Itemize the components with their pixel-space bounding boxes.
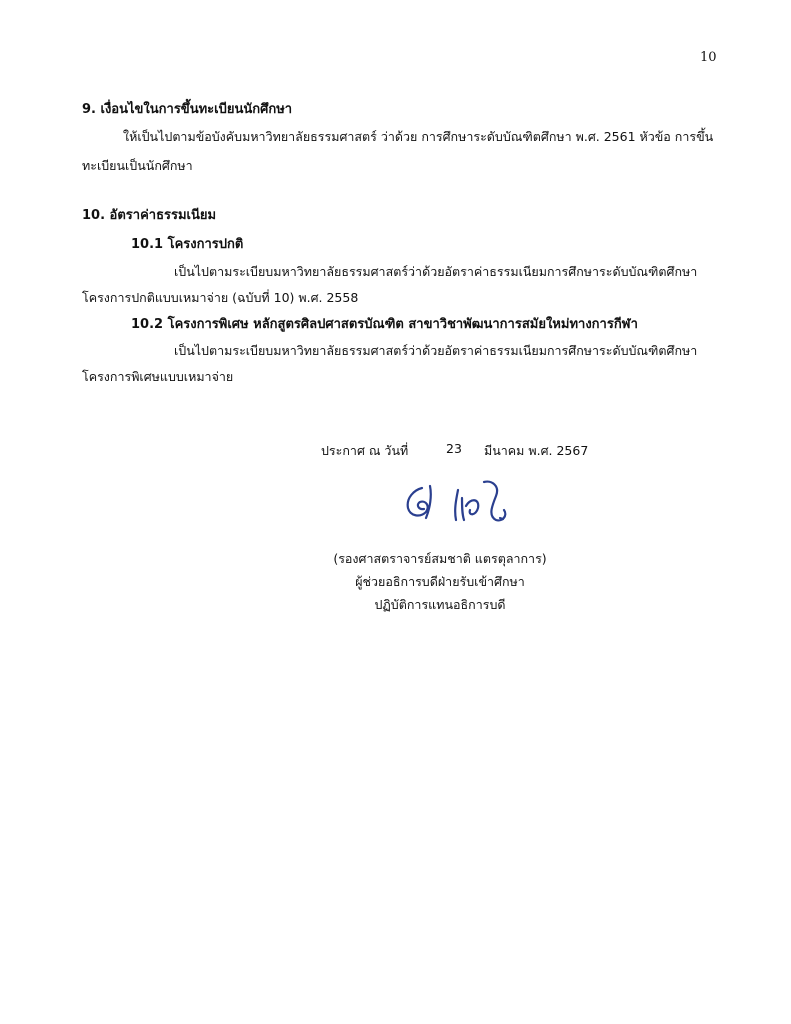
section-10-1-heading: 10.1 โครงการปกติ: [131, 237, 244, 252]
signature-strokes: [408, 482, 506, 521]
section-9-heading: 9. เงื่อนไขในการขึ้นทะเบียนนักศึกษา: [82, 102, 293, 117]
announcement-day: 23: [446, 441, 462, 456]
section-10-1-line-2: โครงการปกติแบบเหมาจ่าย (ฉบับที่ 10) พ.ศ. 2558: [82, 290, 359, 305]
handwritten-signature: [400, 476, 520, 528]
section-10-2-line-2: โครงการพิเศษแบบเหมาจ่าย: [82, 369, 234, 384]
signatory-position: ผู้ช่วยอธิการบดีฝ่ายรับเข้าศึกษา: [355, 574, 525, 589]
section-10-2-line-1: เป็นไปตามระเบียบมหาวิทยาลัยธรรมศาสตร์ว่าด้วยอัตราค่าธรรมเนียมการศึกษาระดับบัณฑิตศึกษา: [174, 343, 698, 358]
section-10-1-line-1: เป็นไปตามระเบียบมหาวิทยาลัยธรรมศาสตร์ว่าด้วยอัตราค่าธรรมเนียมการศึกษาระดับบัณฑิตศึกษา: [174, 264, 698, 279]
section-9-line-1: ให้เป็นไปตามข้อบังคับมหาวิทยาลัยธรรมศาสตร์ ว่าด้วย การศึกษาระดับบัณฑิตศึกษา พ.ศ. 2561 หัวข้อ การขึ้น: [123, 129, 714, 144]
section-10-heading: 10. อัตราค่าธรรมเนียม: [82, 208, 217, 223]
page-number: 10: [700, 50, 717, 65]
section-10-2-heading: 10.2 โครงการพิเศษ หลักสูตรศิลปศาสตรบัณฑิต สาขาวิชาพัฒนาการสมัยใหม่ทางการกีฬา: [131, 317, 638, 332]
section-9-line-2: ทะเบียนเป็นนักศึกษา: [82, 158, 193, 173]
signatory-acting-title: ปฏิบัติการแทนอธิการบดี: [374, 597, 506, 612]
announcement-month-year: มีนาคม พ.ศ. 2567: [484, 443, 589, 458]
signatory-name: (รองศาสตราจารย์สมชาติ แตรตุลาการ): [333, 551, 547, 566]
announcement-prefix: ประกาศ ณ วันที่: [321, 443, 409, 458]
